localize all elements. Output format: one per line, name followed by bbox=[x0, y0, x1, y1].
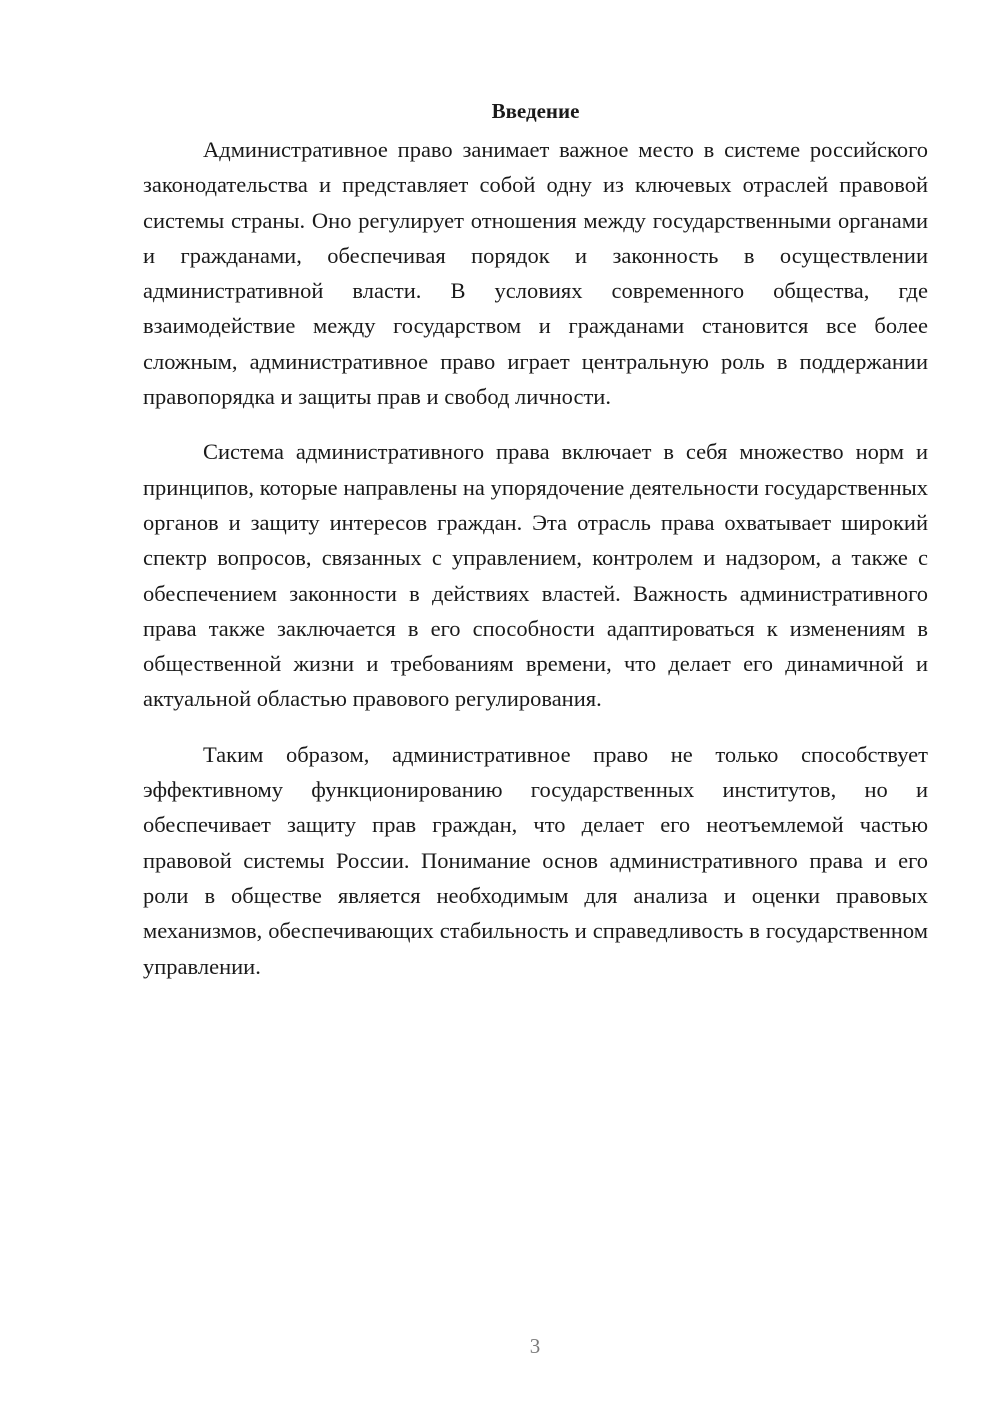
page-number: 3 bbox=[529, 1334, 541, 1358]
paragraph-3: Таким образом, административное право не только способствует эффективному функционированию государственных институтов, но и обеспечивает защиту прав граждан, что делает его неотъемлемой частью правовой системы России. Понимание основ административного права и его роли в обществе является необходимым для анализа и оценки правовых механизмов, обеспечивающих стабильность и справедливость в государственном управлении. bbox=[143, 741, 928, 979]
paragraph-1: Административное право занимает важное место в системе российского законодательства и представляет собой одну из ключевых отраслей правовой системы страны. Оно регулирует отношения между государственными органами и гражданами, обеспечивая порядок и законность в осуществлении административной власти. В условиях современного общества, где взаимодействие между государством и гражданами становится все более сложным, административное право играет центральную роль в поддержании правопорядка и защиты прав и свобод личности. bbox=[143, 137, 928, 410]
paragraph-2: Система административного права включает в себя множество норм и принципов, которые направлены на упорядочение деятельности государственных органов и защиту интересов граждан. Эта отрасль права охватывает широкий спектр вопросов, связанных с управлением, контролем и надзором, а также с обеспечением законности в действиях властей. Важность административного права также заключается в его способности адаптироваться к изменениям в общественной жизни и требованиям времени, что делает его динамичной и актуальной областью правового регулирования. bbox=[143, 439, 928, 712]
section-heading: Введение bbox=[491, 99, 580, 123]
page-content bbox=[143, 96, 928, 1004]
